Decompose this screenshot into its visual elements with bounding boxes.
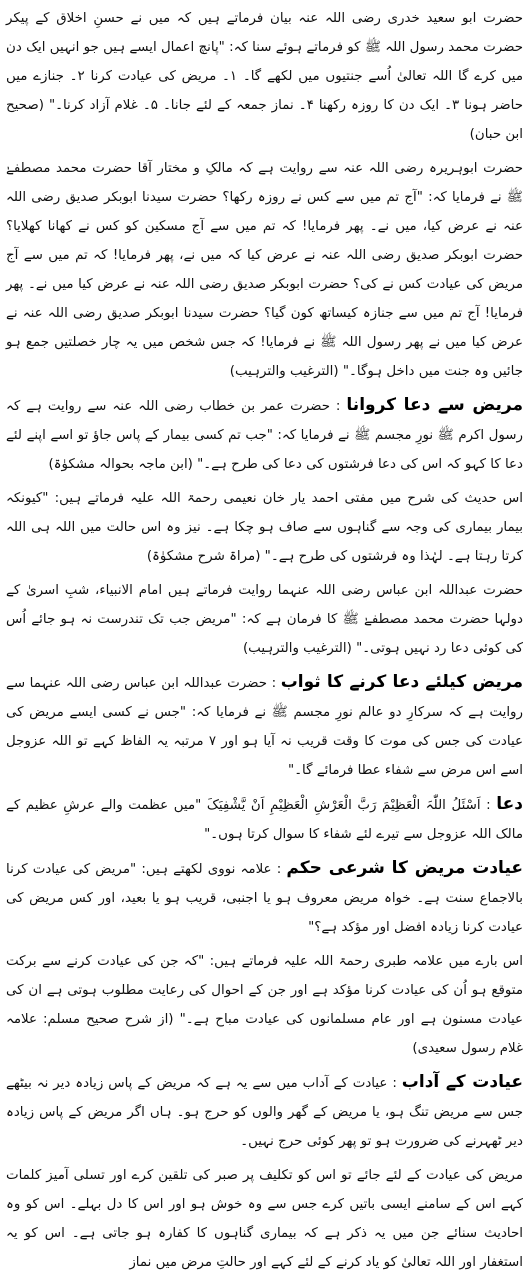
article-page bbox=[6, 0, 523, 1277]
section-heading: عیادت کے آداب bbox=[401, 1072, 524, 1092]
paragraph-hadith-five-deeds bbox=[6, 4, 523, 149]
paragraph-text: اس بارے میں علامہ طبری رحمۃ اللہ علیہ فرماتے ہیں: "کہ جن کی عیادت کرنے سے برکت متوقع ہو اُن کی عیادت کرنا مؤکد ہے اور جن کے احوال کی رعایت مطلوب ہوتی ہے ان کی عیادت مسنون ہے اور عام مسلمانوں کی عیادت مباح ہے۔" (از شرح صحیح مسلم: علامہ غلام رسول سعیدی) bbox=[6, 954, 523, 1056]
paragraph-sharia-ruling bbox=[6, 854, 523, 942]
paragraph-text: مریض کی عیادت کے لئے جائے تو اس کو تکلیف پر صبر کی تلقین کرے اور تسلی آمیز کلمات کہے اس کے سامنے ایسی باتیں کرے جس سے وہ خوش ہو اور اس کا دل بہلے۔ اس کو وہ احادیث سنائے جن میں یہ ذکر ہے کہ بیماری گناہوں کا کفارہ ہو جاتی ہے۔ اس کو یہ استغفار اور اللہ تعالیٰ کو یاد کرنے کے لئے کہے اور حالتِ مرض میں نماز bbox=[6, 1168, 523, 1270]
paragraph-tabari-opinion bbox=[6, 947, 523, 1063]
paragraph-hadith-ibn-abbas bbox=[6, 576, 523, 663]
paragraph-text: حضرت ابوہریرہ رضی اللہ عنہ سے روایت ہے کہ مالکِ و مختار آقا حضرت محمد مصطفےٰ ﷺ نے فرمایا کہ: "آج تم میں سے کس نے روزہ رکھا؟ حضرت سیدنا ابوبکر صدیق رضی اللہ عنہ نے عرض کیا، میں نے۔ پھر فرمایا! کہ تم میں سے آج مسکین کو کس نے کھانا کھلایا؟ حضرت ابوبکر صدیق رضی اللہ عنہ نے عرض کیا کہ میں نے، پھر فرمایا! کہ تم میں سے آج مریض کی عیادت کس نے کی؟ حضرت ابوبکر صدیق رضی اللہ عنہ نے عرض کیا میں نے۔ پھر فرمایا! آج تم میں سے جنازہ کیساتھ کون گیا؟ حضرت سیدنا ابوبکر صدیق رضی اللہ عنہ نے عرض کیا میں نے پھر رسول اللہ ﷺ نے فرمایا! کہ جس شخص میں یہ چار خصلتیں جمع ہو جائیں وہ جنت میں داخل ہوگا۔" (الترغیب والترہیب) bbox=[6, 161, 523, 379]
paragraph-text: حضرت عبداللہ ابن عباس رضی اللہ عنہما روایت فرماتے ہیں امام الانبیاء، شبِ اسریٰ کے دولہا حضرت محمد مصطفےٰ ﷺ کا فرمان ہے کہ: "مریض جب تک تندرست نہ ہو جائے اُس کی کوئی دعا رد نہیں ہوتی۔" (الترغیب والترہیب) bbox=[6, 583, 523, 656]
paragraph-commentary-naeemi bbox=[6, 484, 523, 571]
section-heading: مریض کیلئے دعا کرنے کا ثواب bbox=[280, 672, 523, 692]
paragraph-hadith-abu-hurairah bbox=[6, 154, 523, 386]
paragraph-text: : اَسْئَلُ اللّٰہَ الْعَظِیْمَ رَبَّ الْعَرْشِ الْعَظِیْمِ اَنْ یَّشْفِیَکَ "میں عظمت والے عرشِ عظیم کے مالک اللہ عزوجل سے تیرے لئے شفاء کا سوال کرتا ہوں۔" bbox=[6, 798, 523, 842]
section-heading: مریض سے دعا کروانا bbox=[346, 395, 523, 415]
paragraph-text: اس حدیث کی شرح میں مفتی احمد یار خان نعیمی رحمۃ اللہ علیہ فرماتے ہیں: "کیونکہ بیمار بیماری کی وجہ سے گناہوں سے صاف ہو چکا ہے۔ نیز وہ اس حالت میں اللہ ہی اللہ کرتا رہتا ہے۔ لہٰذا وہ فرشتوں کی طرح ہے۔" (مراۃ شرح مشکوٰۃ) bbox=[6, 491, 523, 564]
paragraph-text: حضرت ابو سعید خدری رضی اللہ عنہ بیان فرماتے ہیں کہ میں نے حسنِ اخلاق کے پیکر حضرت محمد رسول اللہ ﷺ کو فرماتے ہوئے سنا کہ: "پانچ اعمال ایسے ہیں جو انہیں ایک دن میں کرے گا اللہ تعالیٰ اُسے جنتیوں میں لکھے گا۔ ۱۔ مریض کی عیادت کرنا ۲۔ جنازے میں حاضر ہونا ۳۔ ایک دن کا روزہ رکھنا ۴۔ نماز جمعہ کے لئے جانا۔ ۵۔ غلام آزاد کرنا۔" (صحیح ابن حبان) bbox=[6, 11, 524, 142]
paragraph-text: : حضرت عبداللہ ابن عباس رضی اللہ عنہما سے روایت ہے کہ سرکارِ دو عالم نورِ مجسم ﷺ نے فرمایا کہ: "جس نے کسی ایسے مریض کی عیادت کی جس کی موت کا وقت قریب نہ آیا ہو اور ۷ مرتبہ یہ الفاظ کہے تو اللہ عزوجل اسے اس مرض سے شفاء عطا فرمائے گا۔" bbox=[6, 676, 524, 778]
paragraph-patient-prayer bbox=[6, 391, 523, 479]
paragraph-reward-of-prayer bbox=[6, 668, 523, 785]
section-heading: دعا bbox=[496, 794, 523, 814]
paragraph-text: : عیادت کے آداب میں سے یہ ہے کہ مریض کے پاس زیادہ دیر نہ بیٹھے جس سے مریض تنگ ہو، یا مریض کے گھر والوں کو حرج ہو۔ ہاں اگر مریض کے پاس زیادہ دیر ٹھہرنے کی ضرورت ہو تو پھر کوئی حرج نہیں۔ bbox=[6, 1076, 523, 1149]
paragraph-text: : علامہ نووی لکھتے ہیں: "مریض کی عیادت کرنا بالاجماع سنت ہے۔ خواہ مریض معروف ہو یا اجنبی، قریب ہو یا بعید، اور کس مریض کی عیادت کرنا زیادہ افضل اور مؤکد ہے؟" bbox=[6, 862, 523, 935]
paragraph-comforting-patient bbox=[6, 1161, 523, 1277]
paragraph-text: : حضرت عمر بن خطاب رضی اللہ عنہ سے روایت ہے کہ رسول اکرم ﷺ نورِ مجسم ﷺ نے فرمایا کہ: "جب تم کسی بیمار کے پاس جاؤ تو اسے اپنے لئے دعا کا کہو کہ اس کی دعا فرشتوں کی دعا کی طرح ہے۔" (ابن ماجہ بحوالہ مشکوٰۃ) bbox=[6, 399, 523, 472]
paragraph-dua bbox=[6, 790, 523, 849]
paragraph-etiquette bbox=[6, 1068, 523, 1156]
section-heading: عیادت مریض کا شرعی حکم bbox=[286, 858, 523, 878]
